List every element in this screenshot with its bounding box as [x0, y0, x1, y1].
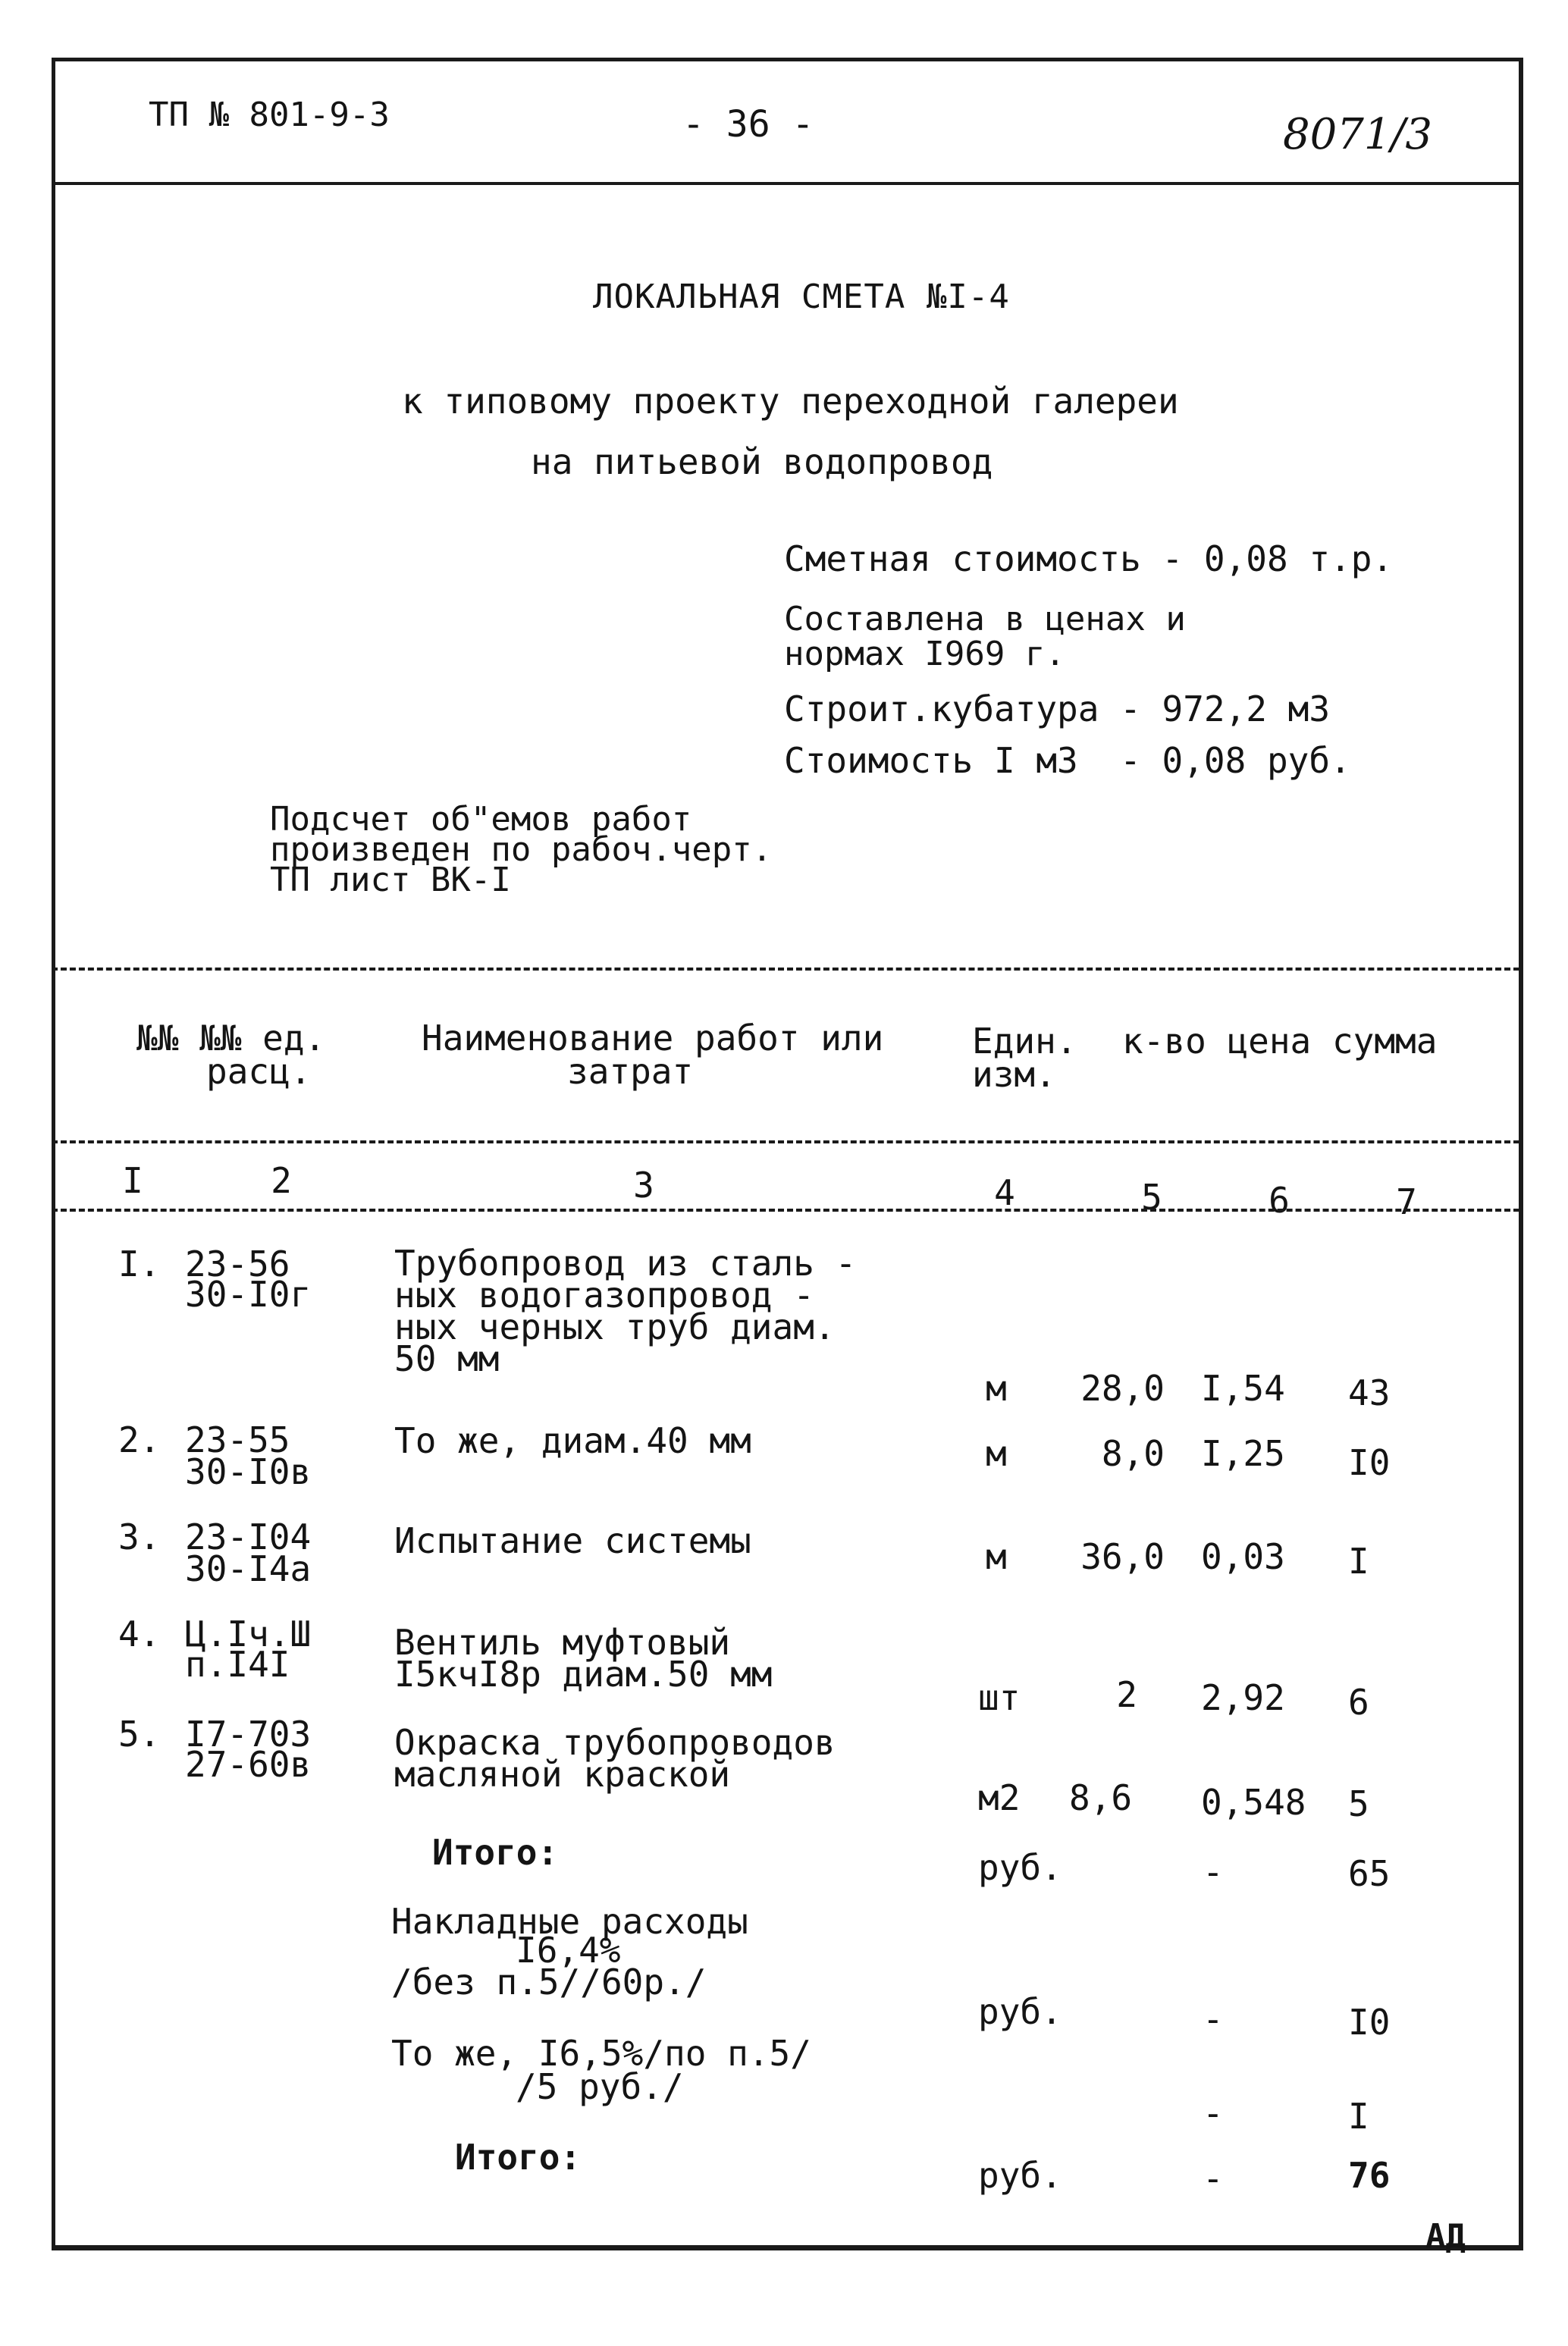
row-3-qty: 36,0: [1080, 1536, 1165, 1577]
subtotal-price: -: [1203, 1852, 1224, 1893]
archive-number: 8071/3: [1283, 110, 1433, 159]
row-3-desc-1: Испытание системы: [394, 1520, 751, 1561]
row-5-code-1: I7-703: [185, 1714, 312, 1755]
row-1-desc-3: ных черных труб диам.: [394, 1306, 836, 1347]
note-line-3: ТП лист ВК-I: [270, 861, 511, 899]
row-3-number: 3.: [118, 1516, 161, 1557]
row-5-unit: м2: [978, 1777, 1021, 1818]
subtotal-sum: 65: [1348, 1853, 1391, 1894]
row-5-qty: 8,6: [1069, 1777, 1133, 1818]
row-5-desc-2: масляной краской: [394, 1754, 731, 1795]
row-1-price: I,54: [1201, 1368, 1285, 1409]
row-1-desc-4: 50 мм: [394, 1338, 500, 1379]
header-bottom-rule: [52, 1140, 1519, 1143]
row-5-number: 5.: [118, 1714, 161, 1755]
header-work-name-2: затрат: [567, 1051, 694, 1092]
header-divider: [52, 182, 1519, 185]
prices-line-1: Составлена в ценах и: [784, 600, 1186, 638]
row-1-desc-1: Трубопровод из сталь -: [394, 1243, 857, 1284]
row-1-number: I.: [118, 1244, 161, 1284]
row-5-sum: 5: [1348, 1783, 1369, 1824]
row-3-price: 0,03: [1201, 1536, 1285, 1577]
doc-code: ТП № 801-9-3: [149, 96, 390, 134]
overhead-1-unit: руб.: [978, 1991, 1062, 2032]
row-4-desc-1: Вентиль муфтовый: [394, 1622, 731, 1663]
row-2-qty: 8,0: [1101, 1433, 1165, 1474]
column-number-rule: [52, 1209, 1519, 1212]
row-4-number: 4.: [118, 1614, 161, 1654]
row-1-code-1: 23-56: [185, 1244, 290, 1284]
total-sum: 76: [1348, 2155, 1391, 2196]
building-volume: Строит.кубатура - 972,2 м3: [784, 688, 1331, 729]
total-label: Итого:: [455, 2137, 582, 2178]
total-unit: руб.: [978, 2155, 1062, 2196]
row-3-sum: I: [1348, 1541, 1369, 1582]
page-number: - 36 -: [682, 103, 814, 146]
overhead-1-sum: I0: [1348, 2002, 1391, 2043]
row-1-qty: 28,0: [1080, 1368, 1165, 1409]
prices-line-2: нормах I969 г.: [784, 635, 1065, 673]
row-2-sum: I0: [1348, 1442, 1391, 1483]
overhead-1-line-3: /без п.5//60р./: [391, 1962, 707, 2003]
row-5-desc-1: Окраска трубопроводов: [394, 1722, 836, 1763]
col-number-2: 2: [271, 1160, 292, 1201]
row-4-unit: шт: [978, 1677, 1021, 1718]
project-line-1: к типовому проекту переходной галереи: [402, 381, 1179, 422]
row-2-code-1: 23-55: [185, 1419, 290, 1460]
header-rate-number-2: расц.: [206, 1051, 312, 1092]
row-1-desc-2: ных водогазопровод -: [394, 1275, 814, 1316]
row-3-code-2: 30-I4а: [185, 1548, 312, 1589]
row-5-price: 0,548: [1201, 1782, 1306, 1823]
overhead-2-line-2: /5 руб./: [516, 2066, 684, 2107]
col-number-6: 6: [1269, 1180, 1290, 1221]
archive-stamp: АД: [1425, 2217, 1466, 2256]
project-line-2: на питьевой водопровод: [531, 441, 993, 482]
row-3-code-1: 23-I04: [185, 1516, 312, 1557]
row-4-code-2: п.I4I: [185, 1644, 290, 1685]
header-rate-number: №№ №№ ед.: [136, 1018, 326, 1059]
note-line-2: произведен по рабоч.черт.: [270, 830, 773, 869]
row-4-sum: 6: [1348, 1682, 1369, 1723]
estimate-heading: ЛОКАЛЬНАЯ СМЕТА №I-4: [593, 278, 1010, 316]
row-1-unit: м: [986, 1368, 1007, 1409]
row-4-qty: 2: [1116, 1674, 1137, 1715]
total-price: -: [1203, 2158, 1224, 2199]
header-qty-price-sum: к-во цена сумма: [1122, 1021, 1438, 1062]
col-number-7: 7: [1396, 1181, 1417, 1222]
overhead-2-sum: I: [1348, 2096, 1369, 2137]
header-unit: Един.: [972, 1021, 1077, 1062]
overhead-1-line-1: Накладные расходы: [391, 1901, 748, 1942]
col-number-1: I: [122, 1160, 143, 1201]
row-2-unit: м: [986, 1433, 1007, 1474]
row-4-code-1: Ц.Iч.Ш: [185, 1614, 312, 1654]
row-2-number: 2.: [118, 1419, 161, 1460]
row-1-sum: 43: [1348, 1372, 1391, 1413]
estimated-cost: Сметная стоимость - 0,08 т.р.: [784, 538, 1394, 579]
header-work-name: Наименование работ или: [422, 1018, 884, 1059]
overhead-2-line-1: То же, I6,5%/по п.5/: [391, 2033, 811, 2074]
subtotal-unit: руб.: [978, 1847, 1062, 1888]
row-1-code-2: 30-I0г: [185, 1274, 312, 1315]
row-2-desc-1: То же, диам.40 мм: [394, 1420, 751, 1461]
header-unit-2: изм.: [972, 1054, 1056, 1095]
subtotal-label: Итого:: [432, 1832, 559, 1873]
row-2-price: I,25: [1201, 1433, 1285, 1474]
col-number-4: 4: [994, 1172, 1015, 1213]
table-top-rule: [52, 968, 1519, 971]
col-number-5: 5: [1141, 1177, 1162, 1218]
row-4-desc-2: I5кчI8р диам.50 мм: [394, 1654, 773, 1695]
col-number-3: 3: [633, 1165, 654, 1206]
row-4-price: 2,92: [1201, 1677, 1285, 1718]
note-line-1: Подсчет об"емов работ: [270, 800, 692, 839]
row-3-unit: м: [986, 1536, 1007, 1577]
row-5-code-2: 27-60в: [185, 1744, 312, 1785]
unit-cost: Стоимость I м3 - 0,08 руб.: [784, 740, 1351, 781]
row-2-code-2: 30-I0в: [185, 1451, 312, 1492]
overhead-1-price: -: [1203, 1999, 1224, 2040]
overhead-2-price: -: [1203, 2093, 1224, 2134]
overhead-1-line-2: I6,4%: [516, 1930, 621, 1971]
